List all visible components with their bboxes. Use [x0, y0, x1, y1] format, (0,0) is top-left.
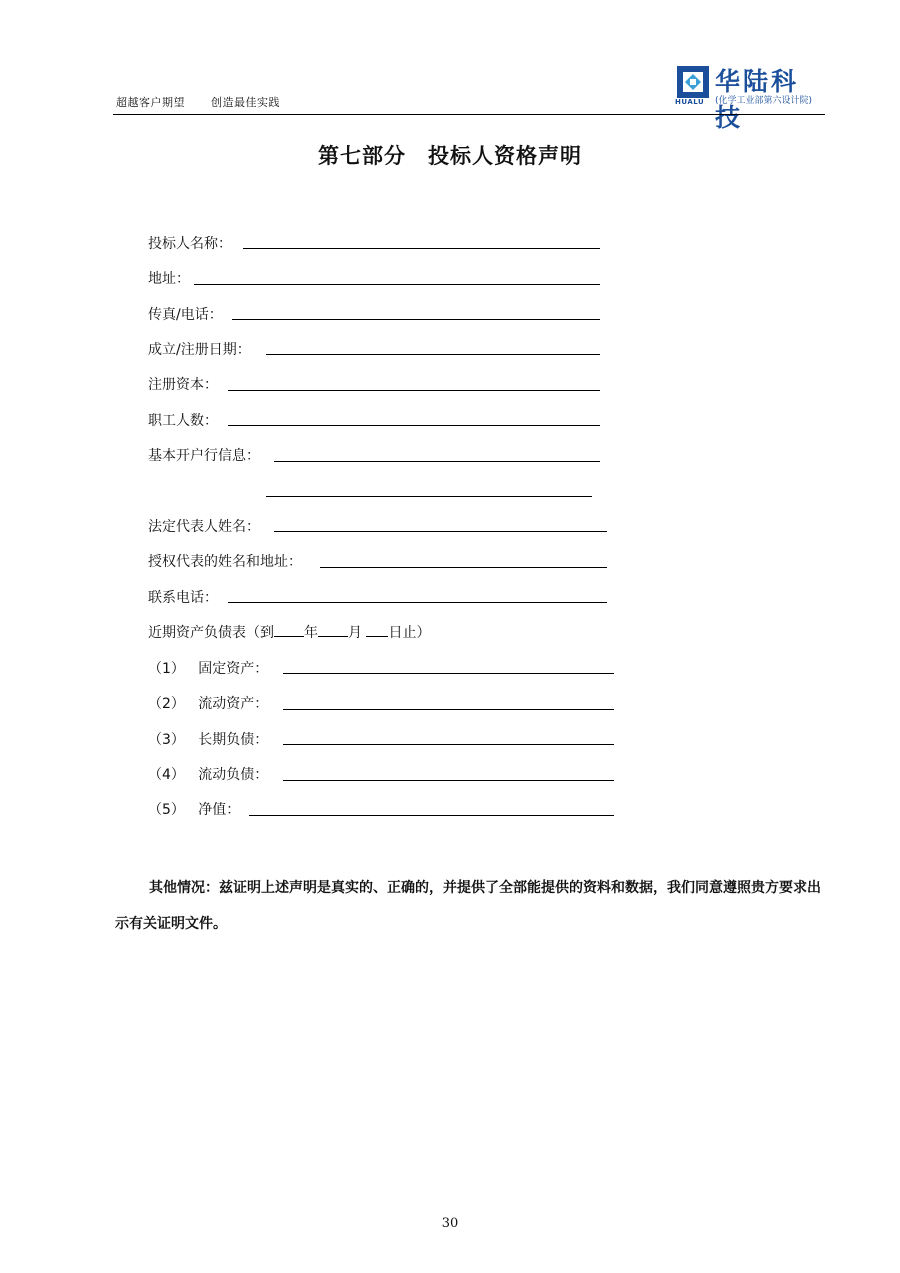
balance-sheet-heading [148, 622, 430, 642]
balance-item-label: 流动资产： [198, 696, 269, 712]
month-label: 月 [348, 625, 362, 641]
year-label: 年 [304, 625, 318, 641]
field-label-registered-capital: 注册资本： [148, 377, 218, 393]
field-label-authorized-rep: 授权代表的姓名和地址： [148, 554, 302, 570]
authorized-rep-line[interactable] [320, 567, 607, 568]
balance-item-no: （5） [148, 802, 185, 818]
field-label-bank-info: 基本开户行信息： [148, 448, 260, 464]
field-label-address: 地址： [148, 271, 190, 287]
bank-info-line-2[interactable] [266, 496, 592, 497]
header-divider [113, 114, 825, 115]
balance-item-no: （4） [148, 767, 185, 783]
balance-item-no: （3） [148, 732, 185, 748]
field-label-bidder-name: 投标人名称： [148, 236, 232, 252]
balance-item-label: 固定资产： [198, 661, 269, 677]
long-term-liabilities-line[interactable] [283, 744, 614, 745]
field-label-employees: 职工人数： [148, 413, 218, 429]
balance-sheet-prefix: 近期资产负债表（到 [148, 625, 274, 641]
logo-subtitle: (化学工业部第六设计院) [715, 96, 813, 106]
address-line[interactable] [194, 284, 600, 285]
balance-item-no: （1） [148, 661, 185, 677]
field-label-contact-phone: 联系电话： [148, 590, 218, 606]
legal-rep-line[interactable] [274, 531, 607, 532]
balance-item-3 [148, 729, 268, 749]
net-worth-line[interactable] [249, 815, 614, 816]
header-slogan [116, 94, 302, 110]
balance-item-label: 流动负债： [198, 767, 269, 783]
balance-item-5 [148, 799, 240, 819]
fixed-assets-line[interactable] [283, 673, 614, 674]
field-label-fax-phone: 传真/电话： [148, 307, 223, 323]
year-blank[interactable] [274, 622, 304, 637]
current-liabilities-line[interactable] [283, 780, 614, 781]
page-number: 30 [441, 1216, 459, 1231]
balance-item-label: 长期负债： [198, 732, 269, 748]
field-label-legal-rep: 法定代表人姓名： [148, 519, 260, 535]
employees-line[interactable] [228, 425, 600, 426]
balance-item-1 [148, 658, 268, 678]
balance-item-label: 净值： [198, 802, 241, 818]
day-suffix: 日止） [388, 625, 431, 641]
declaration-statement: 其他情况：兹证明上述声明是真实的、正确的，并提供了全部能提供的资料和数据，我们同意遵照贵方要求出示有关证明文件。 [115, 880, 821, 932]
contact-phone-line[interactable] [228, 602, 607, 603]
current-assets-line[interactable] [283, 709, 614, 710]
bidder-name-line[interactable] [243, 248, 600, 249]
slogan-2: 创造最佳实践 [211, 96, 280, 109]
company-logo [675, 62, 825, 132]
fax-phone-line[interactable] [232, 319, 600, 320]
page-title: 第七部分 投标人资格声明 [318, 143, 582, 168]
month-blank[interactable] [318, 622, 348, 637]
field-label-established-date: 成立/注册日期： [148, 342, 251, 358]
hualu-logo-icon [675, 64, 711, 100]
registered-capital-line[interactable] [228, 390, 600, 391]
balance-item-2 [148, 693, 268, 713]
balance-item-4 [148, 764, 268, 784]
day-blank[interactable] [366, 622, 388, 637]
balance-item-no: （2） [148, 696, 185, 712]
slogan-1: 超越客户期望 [116, 96, 185, 109]
bank-info-line-1[interactable] [274, 461, 600, 462]
established-date-line[interactable] [266, 354, 600, 355]
logo-title: 华陆科技 [715, 67, 800, 132]
logo-en: HUALU [675, 98, 705, 106]
